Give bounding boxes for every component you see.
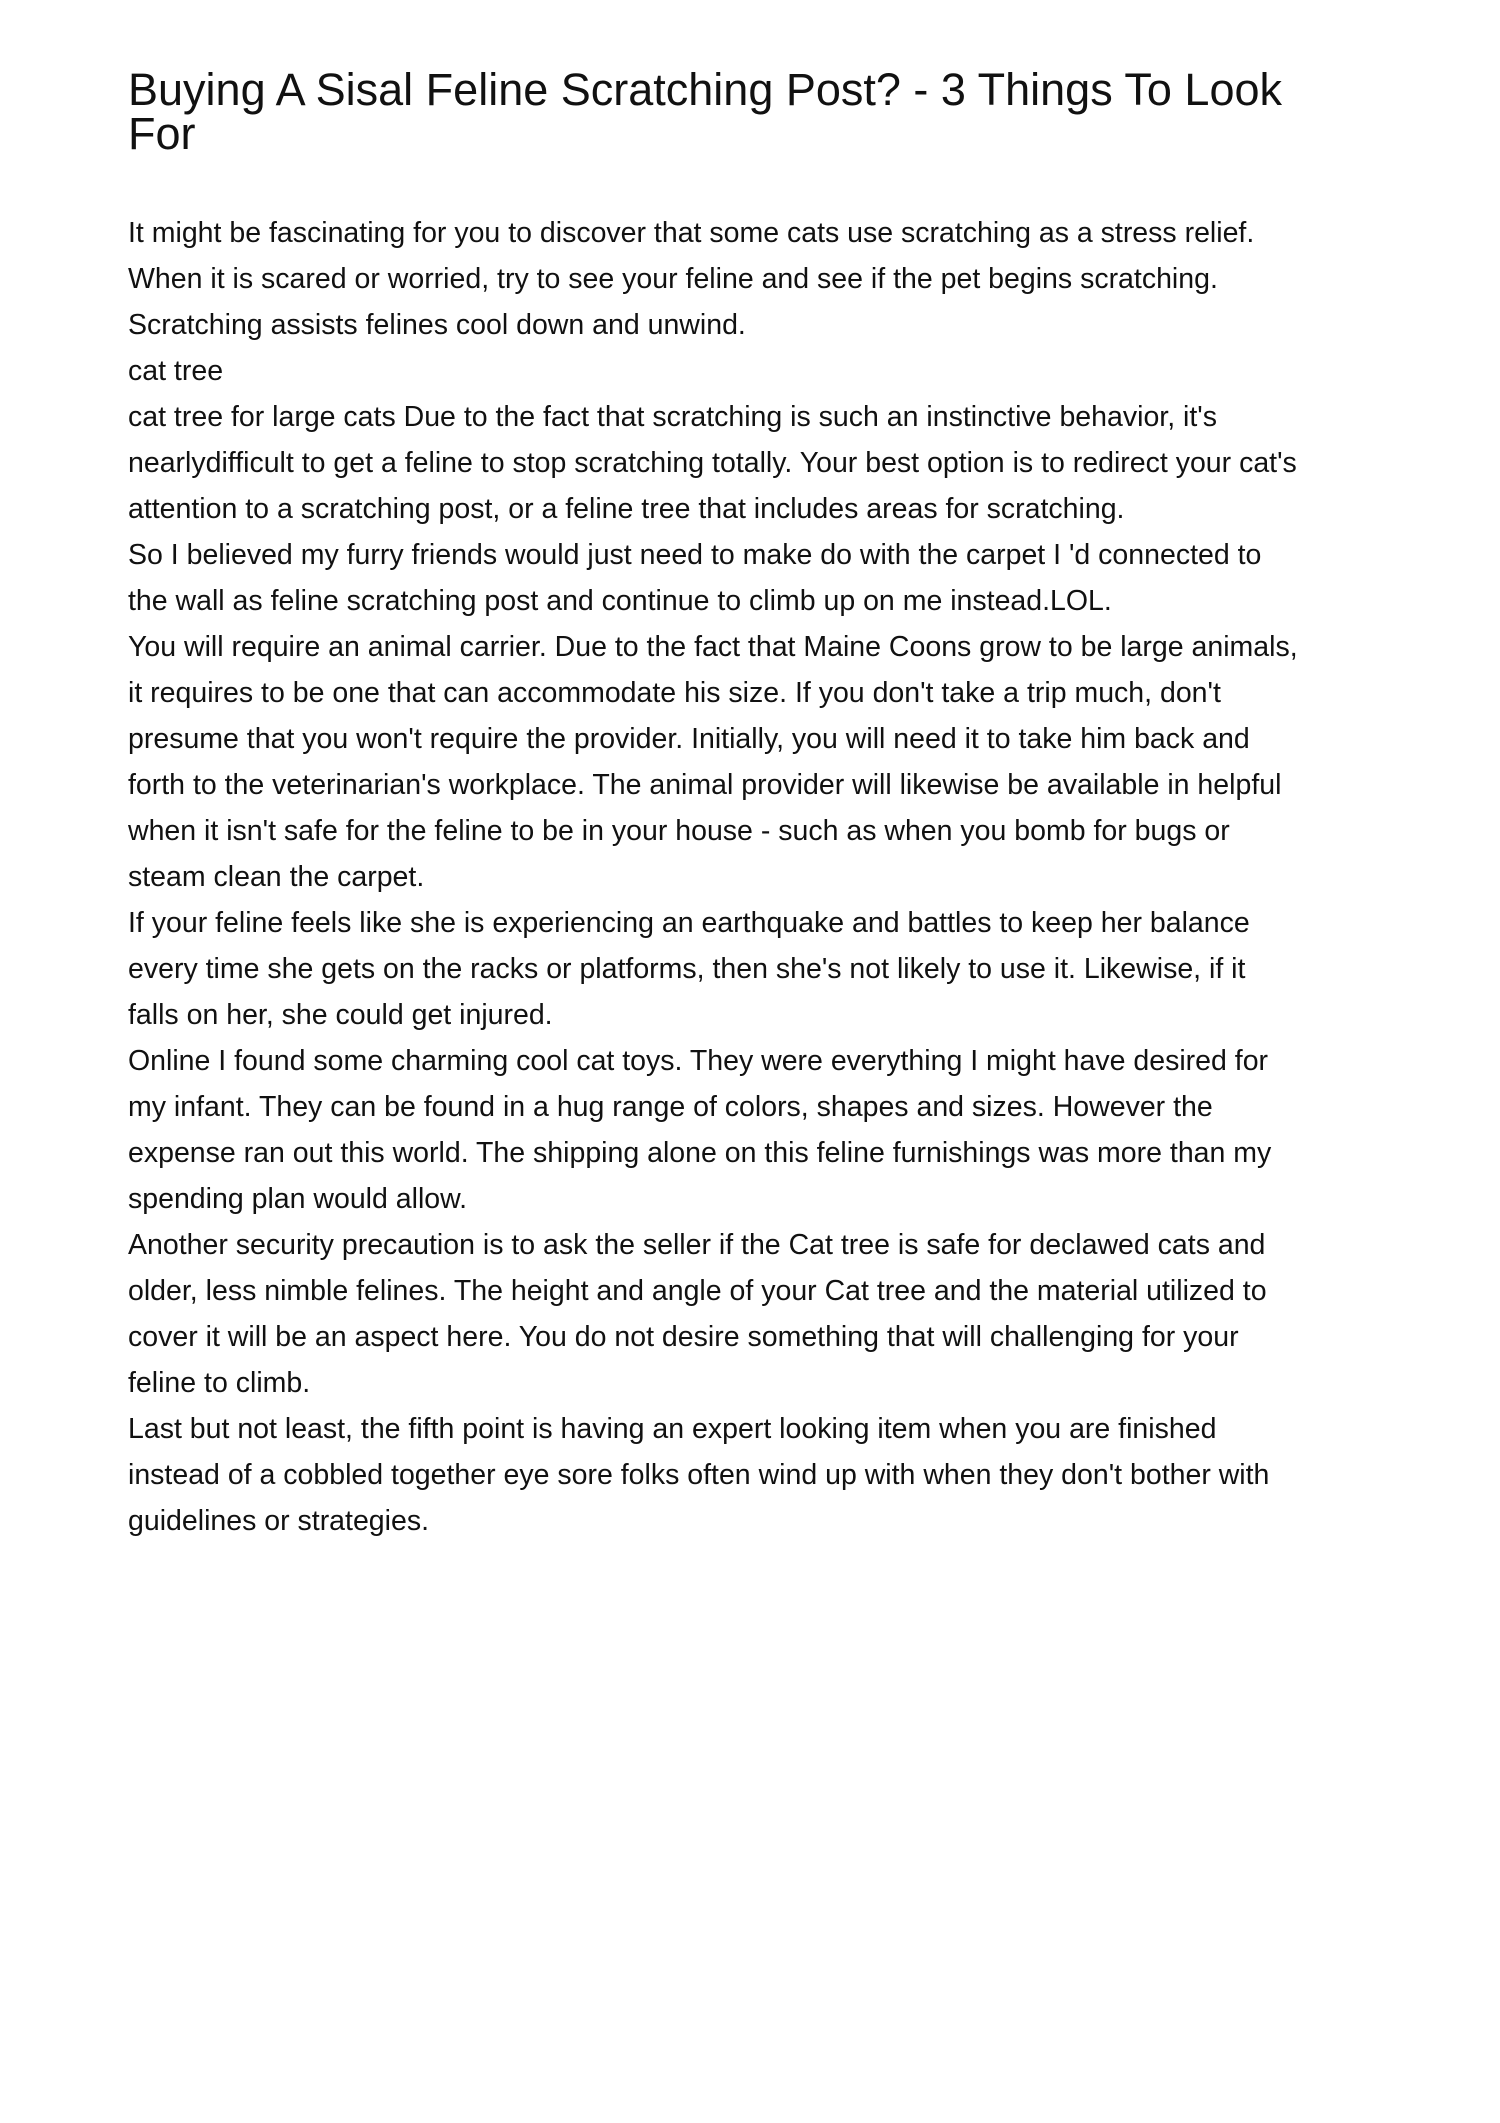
- text-line: attention to a scratching post, or a feline tree that includes areas for scratching.: [128, 493, 1125, 525]
- text-line: cat tree for large cats Due to the fact that scratching is such an instinctive behavior, it's: [128, 401, 1217, 433]
- text-line: it requires to be one that can accommodate his size. If you don't take a trip much, don't: [128, 677, 1221, 709]
- title-line: For: [128, 108, 196, 159]
- text-line: instead of a cobbled together eye sore folks often wind up with when they don't bother with: [128, 1459, 1270, 1491]
- text-line: So I believed my furry friends would just need to make do with the carpet I 'd connected to: [128, 539, 1262, 571]
- text-line: guidelines or strategies.: [128, 1505, 430, 1537]
- text-line: cover it will be an aspect here. You do not desire something that will challenging for your: [128, 1321, 1239, 1353]
- text-line: Another security precaution is to ask the seller if the Cat tree is safe for declawed cats and: [128, 1229, 1266, 1261]
- text-line: It might be fascinating for you to discover that some cats use scratching as a stress relief.: [128, 217, 1255, 249]
- document-content: [128, 64, 1400, 1544]
- text-line: Last but not least, the fifth point is having an expert looking item when you are finished: [128, 1413, 1217, 1445]
- text-line: If your feline feels like she is experiencing an earthquake and battles to keep her balance: [128, 907, 1250, 939]
- text-line: every time she gets on the racks or platforms, then she's not likely to use it. Likewise, if it: [128, 953, 1246, 985]
- text-line: Scratching assists felines cool down and unwind.: [128, 309, 746, 341]
- text-line: feline to climb.: [128, 1367, 311, 1399]
- text-line: steam clean the carpet.: [128, 861, 425, 893]
- title-line: Buying A Sisal Feline Scratching Post? - 3 Things To Look: [128, 64, 1283, 115]
- text-line: older, less nimble felines. The height and angle of your Cat tree and the material utilized to: [128, 1275, 1267, 1307]
- page-title: [128, 64, 1400, 159]
- text-line: presume that you won't require the provider. Initially, you will need it to take him back and: [128, 723, 1250, 755]
- text-line: nearlydifficult to get a feline to stop scratching totally. Your best option is to redirect your cat's: [128, 447, 1297, 479]
- text-line: When it is scared or worried, try to see your feline and see if the pet begins scratching.: [128, 263, 1218, 295]
- text-line: Online I found some charming cool cat toys. They were everything I might have desired for: [128, 1045, 1269, 1077]
- text-line: You will require an animal carrier. Due to the fact that Maine Coons grow to be large animals,: [128, 631, 1298, 663]
- text-line: forth to the veterinarian's workplace. The animal provider will likewise be available in helpful: [128, 769, 1282, 801]
- text-line: spending plan would allow.: [128, 1183, 468, 1215]
- text-line: falls on her, she could get injured.: [128, 999, 553, 1031]
- text-line: cat tree: [128, 355, 224, 387]
- article-body: [128, 210, 1400, 1544]
- text-line: expense ran out this world. The shipping alone on this feline furnishings was more than my: [128, 1137, 1272, 1169]
- text-line: my infant. They can be found in a hug range of colors, shapes and sizes. However the: [128, 1091, 1213, 1123]
- text-line: when it isn't safe for the feline to be in your house - such as when you bomb for bugs or: [128, 815, 1230, 847]
- text-line: the wall as feline scratching post and continue to climb up on me instead.LOL.: [128, 585, 1112, 617]
